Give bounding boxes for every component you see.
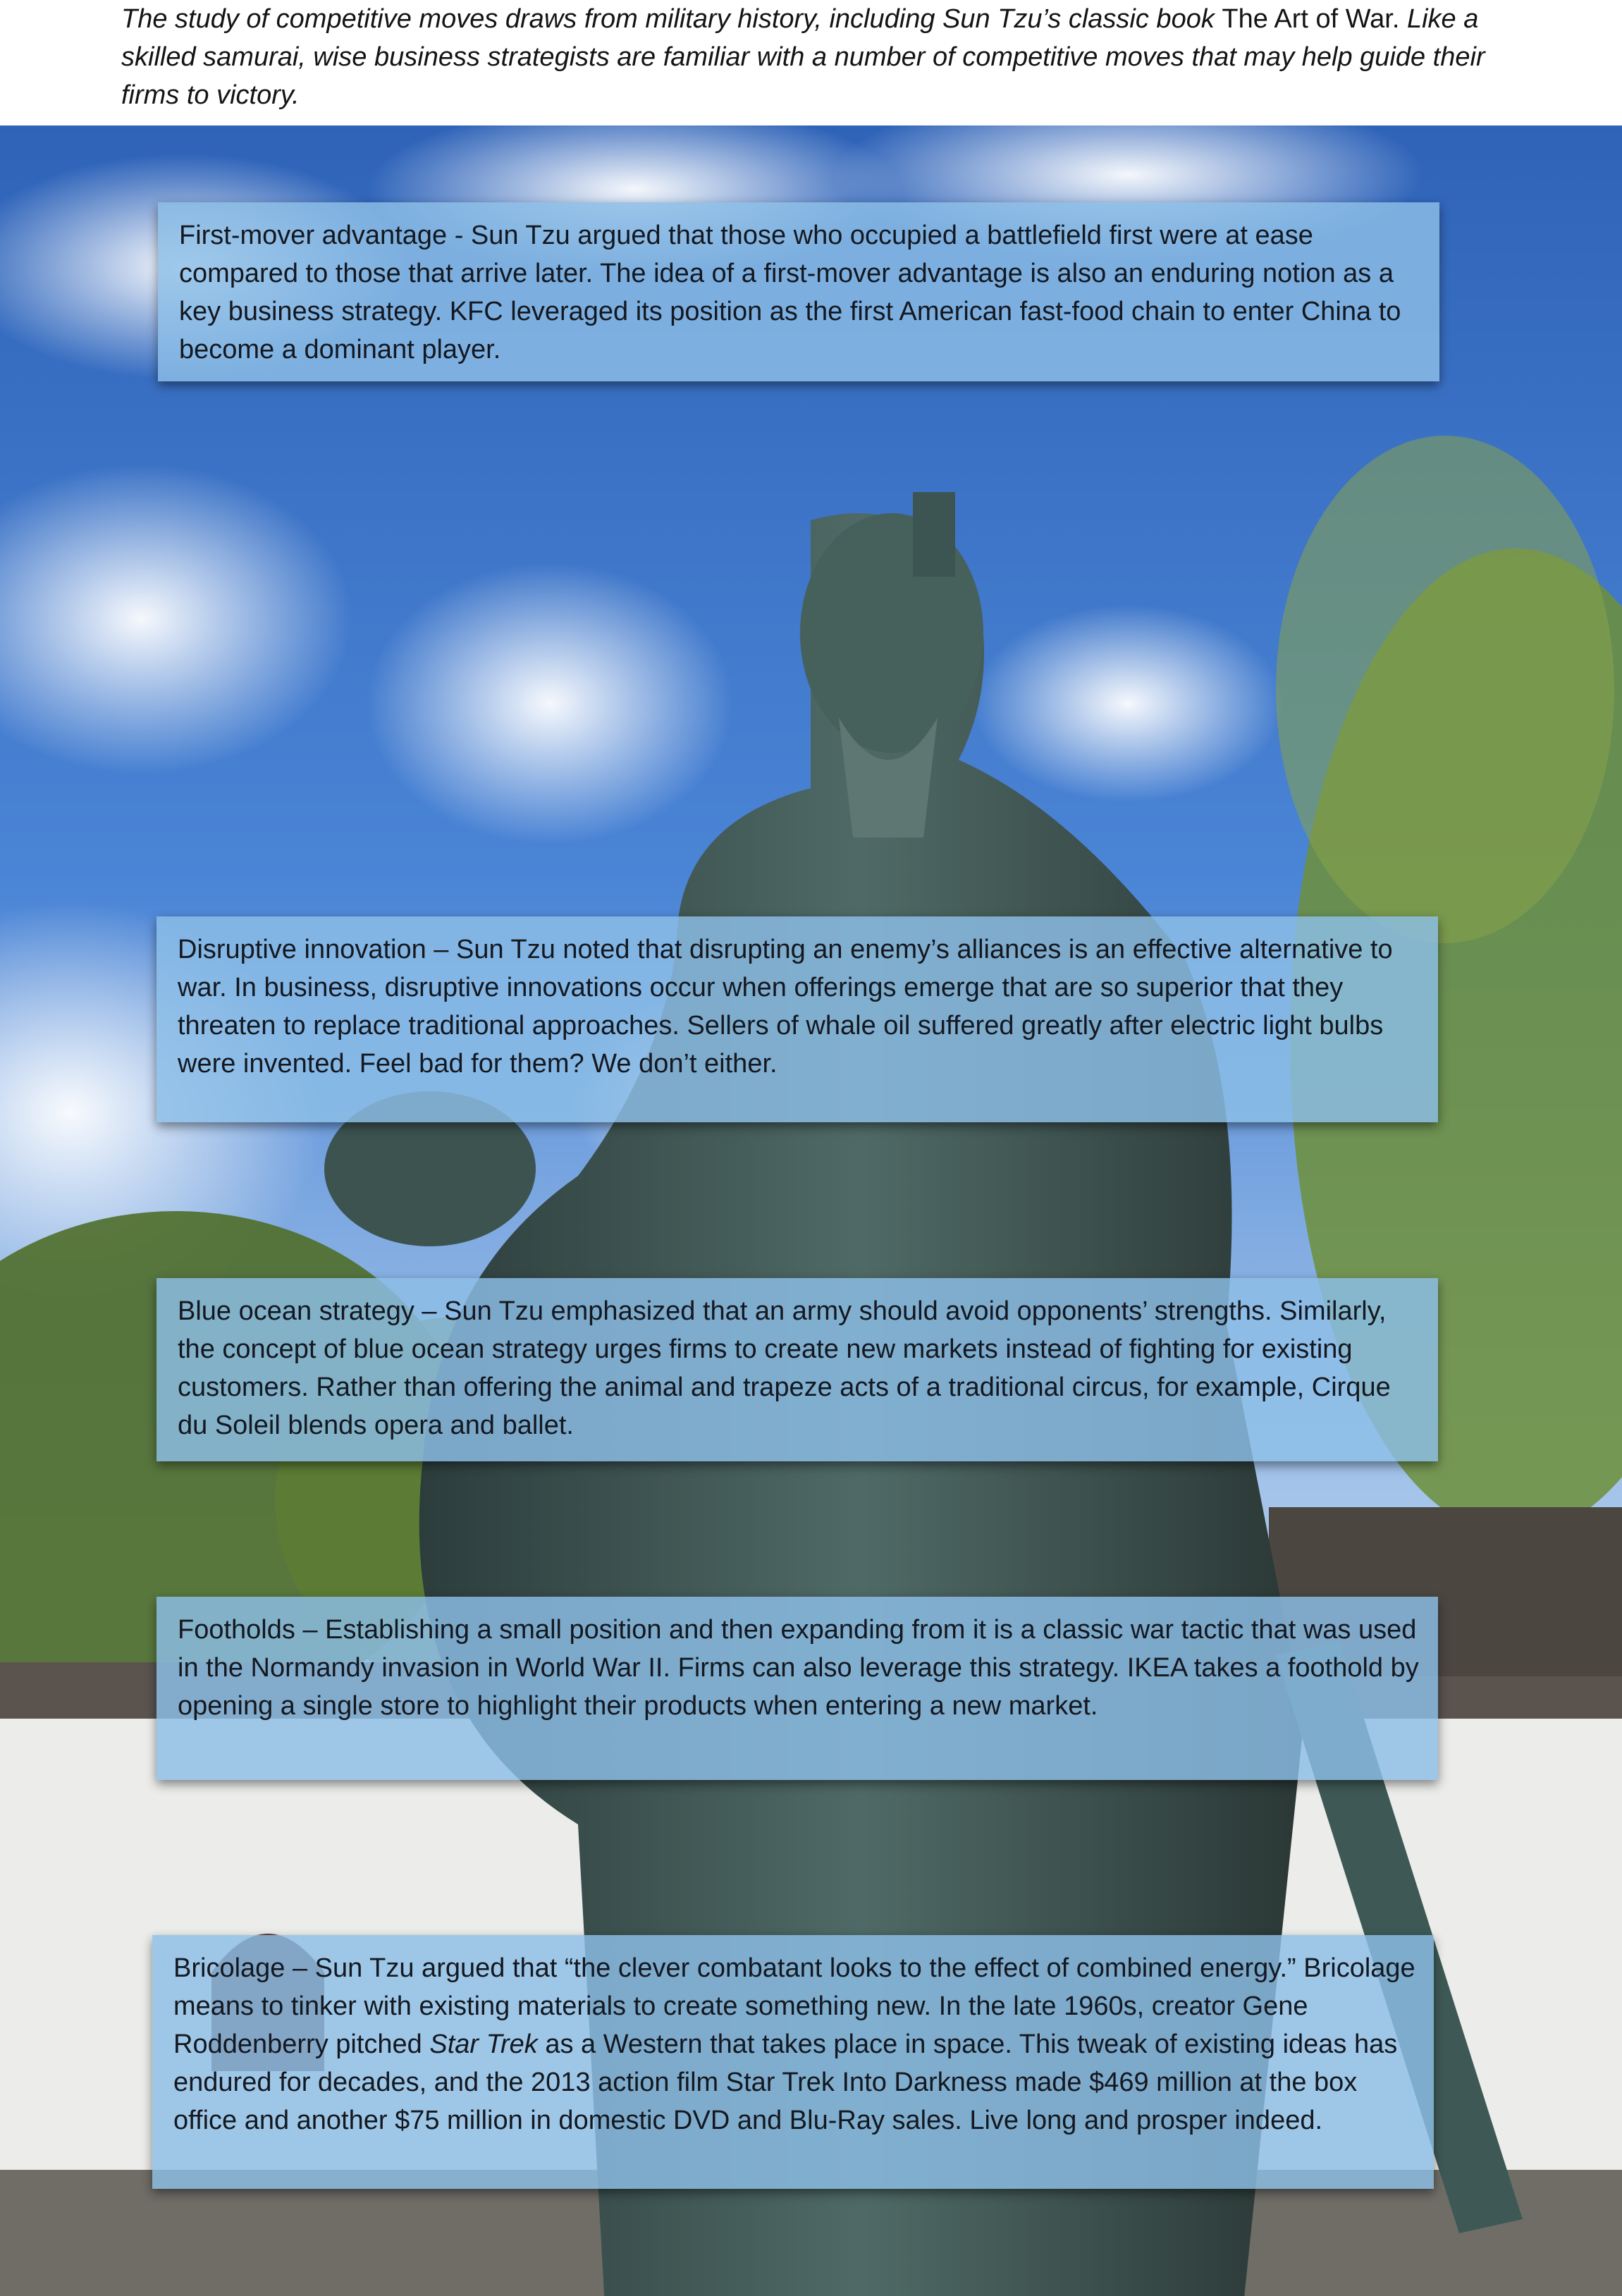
bricolage-italic-title: Star Trek [429,2030,538,2059]
callout-first-mover-text: First-mover advantage - Sun Tzu argued that those who occupied a battlefield first were at ease compared to those that arrive later. The idea of a first-mover advantage is also an enduring notion as a key business strategy. KFC leveraged its position as the first American fast-food chain to enter China to become a dominant player. [179,221,1401,364]
callout-disruptive-innovation [156,916,1438,1122]
intro-text-2: Like a skilled samurai, wise business strategists are familiar with a number of competitive moves that may help guide their firms to victory. [121,4,1485,110]
intro-text-1: The study of competitive moves draws from military history, including Sun Tzu’s classic book [121,4,1222,34]
bricolage-text-2: as a Western that takes place in space. This tweak of existing ideas has endured for decades, and the 2013 action film Star Trek Into Darkness made $469 million at the box office and another $75 million in domestic DVD and Blu-Ray sales. Live long and prosper indeed. [173,2030,1398,2135]
bricolage-text-1: Bricolage – Sun Tzu argued that “the clever combatant looks to the effect of combined energy.” Bricolage means to tinker with existing materials to create something new. In the late 1960s, creator Gene Roddenberry pitched [173,1953,1415,2059]
callout-footholds-text: Footholds – Establishing a small position and then expanding from it is a classic war tactic that was used in the Normandy invasion in World War II. Firms can also leverage this strategy. IKEA takes a foothold by opening a single store to highlight their products when entering a new market. [178,1615,1419,1721]
callout-first-mover-advantage [158,202,1439,381]
callout-blue-ocean-strategy [156,1278,1438,1461]
callout-disruptive-text: Disruptive innovation – Sun Tzu noted that disrupting an enemy’s alliances is an effective alternative to war. In business, disruptive innovations occur when offerings emerge that are so superior that they threaten to replace traditional approaches. Sellers of whale oil suffered greatly after electric light bulbs were invented. Feel bad for them? We don’t either. [178,935,1393,1079]
callout-bricolage [152,1935,1434,2189]
callout-bricolage-text [173,1949,1415,2140]
callout-blue-ocean-text: Blue ocean strategy – Sun Tzu emphasized that an army should avoid opponents’ strengths. Similarly, the concept of blue ocean strategy urges firms to create new markets instead of fighting for existing customers. Rather than offering the animal and trapeze acts of a traditional circus, for example, Cirque du Soleil blends opera and ballet. [178,1296,1391,1440]
intro-paragraph [121,0,1496,114]
callout-footholds [156,1597,1438,1780]
intro-book-title: The Art of War. [1222,4,1400,34]
